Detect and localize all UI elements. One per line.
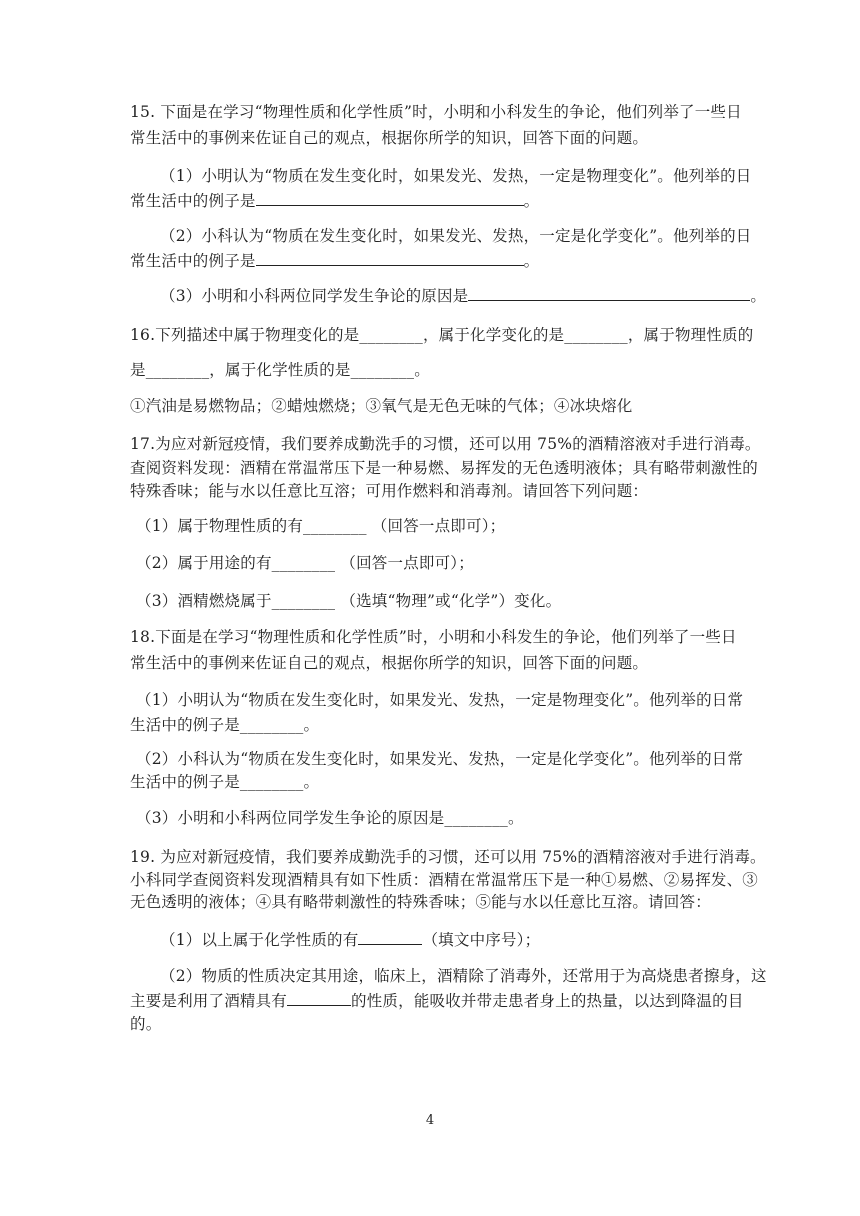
q19-part1-answer-blank[interactable] (358, 930, 422, 945)
q19-intro-line3: 无色透明的液体；④具有略带刺激性的特殊香味；⑤能与水以任意比互溶。请回答： (130, 893, 711, 911)
q18-part2-line2: 生活中的例子是________。 (130, 773, 320, 791)
q15-part2-period: 。 (523, 252, 540, 270)
q19-intro-line2: 小科同学查阅资料发现酒精具有如下性质：酒精在常温常压下是一种①易燃、②易挥发、③ (130, 871, 759, 889)
q15-intro-line2: 常生活中的事例来佐证自己的观点，根据你所学的知识，回答下面的问题。 (130, 129, 649, 147)
q15-part2-line1: （2）小科认为“物质在发生变化时，如果发光、发热，一定是化学变化”。他列举的日 (160, 227, 752, 245)
q15-part2-line2 (130, 251, 539, 271)
q15-part1-line1: （1）小明认为“物质在发生变化时，如果发光、发热，一定是物理变化”。他列举的日 (160, 167, 752, 185)
q19-part2-text-before: 主要是利用了酒精具有 (130, 992, 288, 1010)
q15-part2-answer-blank[interactable] (256, 251, 524, 266)
q15-part3-line (160, 286, 766, 306)
q15-part3-answer-blank[interactable] (468, 286, 750, 301)
q15-part1-text: 常生活中的例子是 (130, 192, 256, 210)
q18-part3: （3）小明和小科两位同学发生争论的原因是________。 (136, 809, 524, 827)
q19-part1-suffix: （填文中序号）； (422, 931, 541, 949)
q18-part2-line1: （2）小科认为“物质在发生变化时，如果发光、发热，一定是化学变化”。他列举的日常 (136, 750, 744, 768)
q18-part1-line1: （1）小明认为“物质在发生变化时，如果发光、发热，一定是物理变化”。他列举的日常 (136, 691, 744, 709)
q19-intro-line1: 19. 为应对新冠疫情，我们要养成勤洗手的习惯，还可以用 75%的酒精溶液对手进行消毒。 (130, 848, 766, 866)
q17-intro-line3: 特殊香味；能与水以任意比互溶；可用作燃料和消毒剂。请回答下列问题： (130, 482, 649, 500)
q19-part1-text: （1）以上属于化学性质的有 (160, 931, 359, 949)
q15-part1-line2 (130, 191, 539, 211)
q18-part1-line2: 生活中的例子是________。 (130, 716, 320, 734)
q15-part3-text: （3）小明和小科两位同学发生争论的原因是 (160, 287, 469, 305)
q18-intro-line2: 常生活中的事例来佐证自己的观点，根据你所学的知识，回答下面的问题。 (130, 654, 649, 672)
q16-line1: 16.下列描述中属于物理变化的是________，属于化学变化的是________，属于物理性质的 (130, 326, 754, 344)
q18-intro-line1: 18.下面是在学习“物理性质和化学性质”时，小明和小科发生的争论，他们列举了一些日 (130, 628, 737, 646)
q17-intro-line1: 17.为应对新冠疫情，我们要养成勤洗手的习惯，还可以用 75%的酒精溶液对手进行消毒。 (130, 435, 761, 453)
q17-part2: （2）属于用途的有________ （回答一点即可）； (136, 554, 474, 572)
q19-part2-answer-blank[interactable] (287, 991, 351, 1006)
q19-part2-line2 (130, 991, 744, 1011)
q15-intro-line1: 15. 下面是在学习“物理性质和化学性质”时，小明和小科发生的争论，他们列举了一些日 (130, 103, 742, 121)
q19-part2-line1: （2）物质的性质决定其用途，临床上，酒精除了消毒外，还常用于为高烧患者擦身，这 (160, 967, 767, 985)
q17-part1: （1）属于物理性质的有________ （回答一点即可）； (136, 517, 506, 535)
q19-part2-line3: 的。 (130, 1015, 162, 1033)
q15-part1-answer-blank[interactable] (256, 191, 524, 206)
q15-part2-text: 常生活中的例子是 (130, 252, 256, 270)
q17-intro-line2: 查阅资料发现：酒精在常温常压下是一种易燃、易挥发的无色透明液体；具有略带刺激性的 (130, 459, 759, 477)
q17-part3: （3）酒精燃烧属于________ （选填“物理”或“化学”）变化。 (136, 592, 562, 610)
q15-part1-period: 。 (523, 192, 540, 210)
q15-part3-period: 。 (750, 287, 767, 305)
page-number: 4 (425, 1113, 435, 1128)
q19-part1-line (160, 930, 540, 950)
q16-line2: 是________，属于化学性质的是________。 (130, 361, 430, 379)
q19-part2-text-after: 的性质，能吸收并带走患者身上的热量，以达到降温的目 (351, 992, 744, 1010)
q16-options: ①汽油是易燃物品；②蜡烛燃烧；③氧气是无色无味的气体；④冰块熔化 (130, 397, 633, 415)
